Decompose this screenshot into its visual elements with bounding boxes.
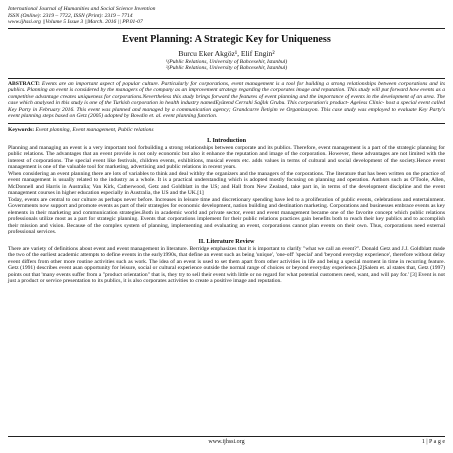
footer-url: www.ijhssi.org	[208, 439, 245, 445]
body-paragraph: Today, events are central to our culture as perhaps never before. Increases in leisure time and discretionary spending have led to a proliferation of public events, celebrations and entertainment. Governments now support and promote events as part of their strategies for economic development, nation building and destination marketing. Corporations and businesses embrace events as key elements in their marketing and communication strategies.Both in academic world and private sector, event and event management became one of the favorite concept which public relations professionals utilize most as a part for strategic planning. Events that corporations implement for their public relations practices gain benefits both to reach their key publics and to accomplish their mission and vision. Because of the complex system of planning, implementing and evaluating an event, corporations cannot plan events on their own. Thus, corporations need external professional services.	[8, 196, 445, 236]
journal-name: International Journal of Humanities and Social Science Invention	[8, 6, 156, 12]
section-heading-literature-review: II. Literature Review	[198, 237, 255, 245]
body-paragraph: There are variety of definitions about event and event management in literature. Berridge emphasizes that it is important to clarify "what we call an event?". Donald Getz and J.J. Goldblatt made the two of the earliest academic attempts to define events in the early1990s, that define an event such as being 'unique', 'one-off' 'special' and 'beyond everyday experience', therefore without delay event differs from other more routine activities such as work. The idea of an event is used to set them apart from other activities in life and being a special moment in time in recurring feature. Getz (1991) describes event asan opportunity for leisure, social or cultural experience outside the normal range of choices or beyond everyday experience.[2]Salem et. al states that, Getz (1997) points out that 'many events suffer from a "product orientation" that is, they try to sell their event with little or no regard for what potential customers need, want, and will pay for.' [3] Event is not just a product or service presentation to its publics, it is also corporates activities to create a positive image and reputation.	[8, 245, 445, 285]
journal-header	[8, 6, 445, 26]
page-number: 1 | P a g e	[421, 439, 445, 445]
keywords	[8, 127, 445, 133]
section-heading-introduction: I. Introduction	[206, 136, 247, 144]
abstract-label: ABSTRACT:	[8, 80, 40, 87]
journal-volume: www.ijhssi.org ||Volume 5 Issue 3 ||March. 2016 || PP.01-07	[8, 19, 143, 26]
footer-divider	[8, 436, 445, 437]
journal-issn: ISSN (Online): 2319 – 7722, ISSN (Print): 2319 – 7714	[8, 12, 133, 19]
paper-page	[8, 6, 445, 285]
keywords-label: Keywords:	[8, 126, 35, 133]
body-paragraph: Planning and managing an event is a very important tool forbuilding a strong relationships between corporate and its publics. Therefore, event management is a part of the strategic planning for public relations. The advantages that an event provide is not only economic but also it enhance the reputation and image of the corporation. However, these advantages are not limited with the interest of corporations. The special event like festivals, children events, exhibitions, musical events etc. adds values in terms of cultural and social development of the society.Hence event management is one of the valuable tool for marketing, advertising and public relations in recent years.	[8, 144, 445, 171]
body-paragraph: When considering an event planning there are lots of variables to think and deal withby the organizers and the managers of the corporations. The literature that has been written on the practice of event management is usually related to the industry as a whole. It is a practical understanding which is adopted mostly focusing on planning and operation. Authors such as O'Toole, Allen, McDonnell and Harris in Australia; Van Kirk, Catherwood, Getz and Goldblatt in the US; and Hall from New Zealand, take part in, in terms of the development discipline and the event management courses in higher education especially in Australia, the US and the UK.[1]	[8, 170, 445, 197]
keywords-text: Event planning, Event management, Public relations	[34, 126, 154, 133]
abstract	[8, 78, 445, 124]
paper-title: Event Planning: A Strategic Key for Uniqueness	[122, 33, 331, 45]
affiliation-2: ²(Public Relations, University of Bahcesehir, Istanbul)	[165, 65, 288, 72]
header-divider	[8, 28, 445, 29]
abstract-text: Events are an important aspect of popular culture. Particularly for corporations, event management is a tool for building a strong relationships between corporations and its publics. Planning an event is considered by the managers of the company as an improvement strategy regarding the corporates image and reputation. This study will put forward how events as a competitive advantage creates uniqueness for corporations.Nevertheless this study brings forward the features of event planning and the importance of events in the development of an area. The case which analysed in this study is one of the Turkish corporation in health industry namedEyütend Cerrahi Sağlık Grubu. This corporation's product- Ageless Clinic- host a special event called Key Party in February 2016. This event was planned and managed by a communication agency; Grandcarre İletişim ve Organizasyon. This case study was employed to evaluate Key Party's event planning steps based on Getz (2005) adopted by Bowdin et. al. event planning function.	[8, 80, 445, 120]
affiliation-1: ¹(Public Relations, University of Bahcesehir, Istanbul)	[165, 58, 288, 65]
paper-authors: Burcu Eker Akgöz¹, Elif Engin²	[178, 48, 275, 58]
